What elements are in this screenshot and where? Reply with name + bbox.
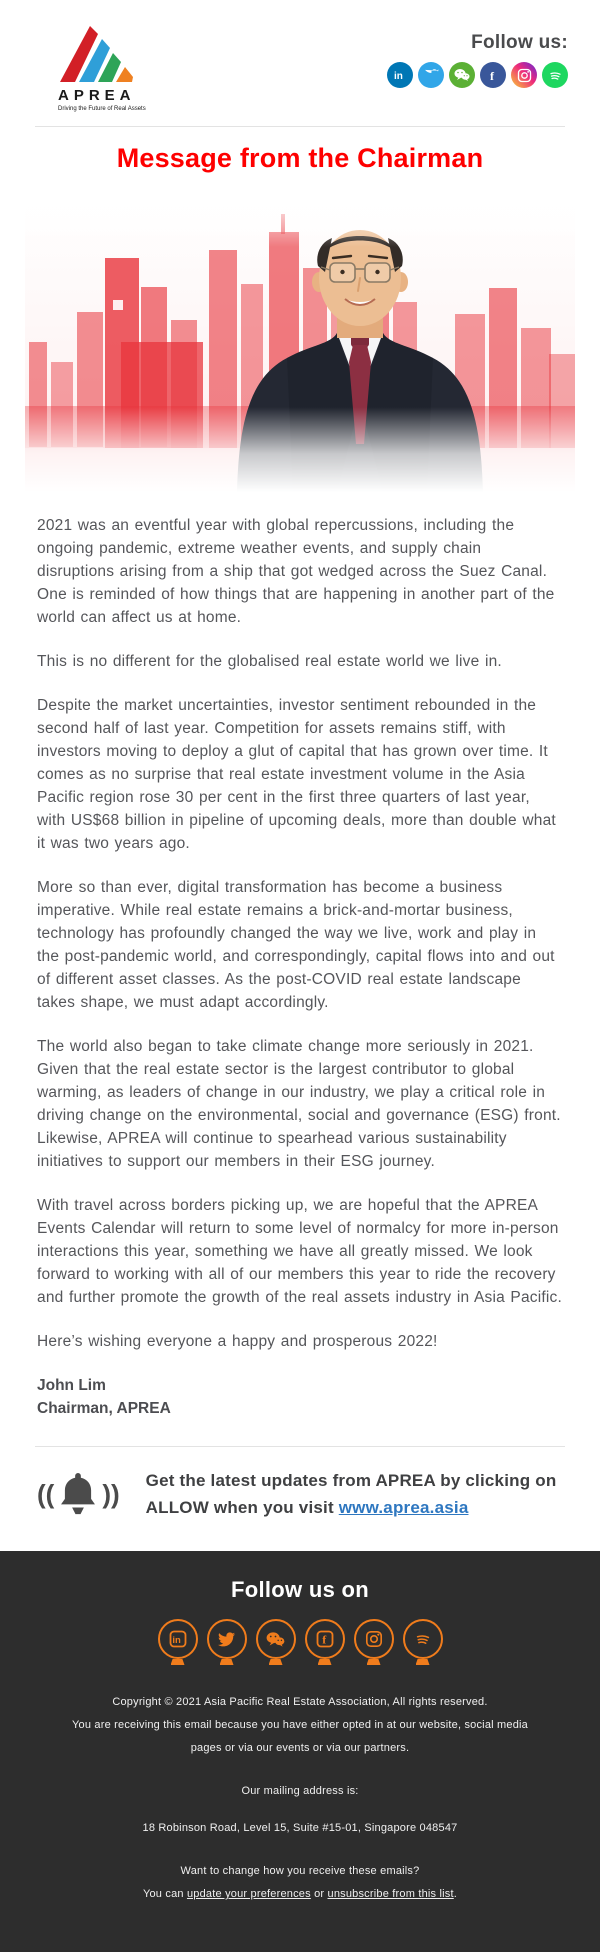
header-divider — [35, 126, 565, 127]
aprea-asia-link[interactable]: www.aprea.asia — [338, 1498, 469, 1517]
wechat-icon[interactable] — [256, 1619, 296, 1665]
paragraph: The world also began to take climate change more seriously in 2021. Given that the real estate sector is the largest contributor to global warming, as leaders of change in our industry, we play a critical role in driving change on the environmental, social and governance (ESG) front. Likewise, APREA will continue to spearhead various sustainability initiatives to support our members in their ESG journey. — [37, 1038, 561, 1170]
follow-us-block — [387, 20, 568, 88]
svg-text:Driving the Future of Real Ass: Driving the Future of Real Assets — [58, 106, 146, 112]
paragraph: More so than ever, digital transformation has become a business imperative. While real estate remains a brick-and-mortar business, technology has profoundly changed the way we live, work and play in the post-pandemic world, and correspondingly, capital flows into and out of different asset classes. As the post-COVID real estate landscape takes shape, we must adapt accordingly. — [37, 879, 555, 1011]
paragraph: Despite the market uncertainties, investor sentiment rebounded in the second half of last year. Competition for assets remains stiff, with investors moving to deploy a glut of capital that has grown over time. It comes as no surprise that real estate investment volume in the Asia Pacific region rose 30 per cent in the first three quarters of last year, with US$68 billion in pipeline of upcoming deals, more than double what it was two years ago. — [37, 697, 556, 852]
wechat-icon[interactable] — [449, 62, 475, 88]
unsubscribe-link[interactable]: unsubscribe from this list — [327, 1888, 454, 1900]
update-preferences-link[interactable]: update your preferences — [186, 1888, 311, 1900]
signature-block — [37, 1374, 563, 1420]
facebook-icon[interactable] — [305, 1619, 345, 1665]
aprea-logo-icon — [50, 20, 160, 112]
aprea-logo — [50, 20, 160, 112]
paragraph: With travel across borders picking up, we are hopeful that the APREA Events Calendar will return to some level of normalcy for more in-person interactions this year, something we have all greatly missed. We look forward to working with all of our members this year to ride the recovery and further promote the growth of the real assets industry in Asia Pacific. — [37, 1197, 562, 1306]
mailing-address-label: Our mailing address is: — [241, 1785, 359, 1797]
svg-text:f: f — [321, 1632, 326, 1647]
change-emails-question: Want to change how you receive these emails? — [180, 1865, 420, 1877]
notification-strip — [0, 1447, 600, 1551]
follow-us-label: Follow us: — [471, 32, 568, 53]
page-title: Message from the Chairman — [116, 143, 484, 173]
svg-text:in: in — [171, 1635, 181, 1646]
chairman-hero-image — [25, 192, 575, 492]
svg-text:f: f — [490, 69, 494, 82]
signature-title: Chairman, APREA — [37, 1400, 171, 1417]
linkedin-icon[interactable] — [387, 62, 413, 88]
receiving-note: You are receiving this email because you have either opted in at our website, social media pages or via our events or via our partners. — [71, 1719, 529, 1754]
facebook-icon[interactable] — [480, 62, 506, 88]
spotify-icon[interactable] — [542, 62, 568, 88]
change-emails-links: You can update your preferences or unsubscribe from this list. — [142, 1888, 458, 1900]
paragraph: Here’s wishing everyone a happy and prosperous 2022! — [37, 1333, 438, 1350]
svg-text:APREA: APREA — [58, 87, 136, 104]
header — [0, 0, 600, 126]
footer-title: Follow us on — [230, 1577, 370, 1602]
header-social-row — [387, 62, 568, 88]
instagram-icon[interactable] — [354, 1619, 394, 1665]
footer-social-row — [40, 1619, 560, 1665]
paragraph: 2021 was an eventful year with global repercussions, including the ongoing pandemic, extreme weather events, and supply chain disruptions arising from a ship that got wedged across the Suez Canal. One is reminded of how things that are happening in another part of the world can affect us at home. — [37, 517, 555, 626]
notification-text: Get the latest updates from APREA by clicking on ALLOW when you visit www.aprea.asia — [145, 1471, 557, 1517]
signature-name: John Lim — [37, 1377, 106, 1394]
twitter-icon[interactable] — [207, 1619, 247, 1665]
skyline-portrait-illustration — [25, 192, 575, 492]
bell-ringing-icon: (( )) — [37, 1471, 120, 1517]
twitter-icon[interactable] — [418, 62, 444, 88]
chairman-message-body — [0, 492, 600, 1420]
mailing-address: 18 Robinson Road, Level 15, Suite #15-01, Singapore 048547 — [142, 1822, 458, 1834]
spotify-icon[interactable] — [403, 1619, 443, 1665]
svg-text:in: in — [394, 71, 403, 82]
paragraph: This is no different for the globalised real estate world we live in. — [37, 653, 502, 670]
footer — [0, 1551, 600, 1952]
instagram-icon[interactable] — [511, 62, 537, 88]
linkedin-icon[interactable] — [158, 1619, 198, 1665]
copyright-text: Copyright © 2021 Asia Pacific Real Estate Association, All rights reserved. — [112, 1696, 488, 1708]
